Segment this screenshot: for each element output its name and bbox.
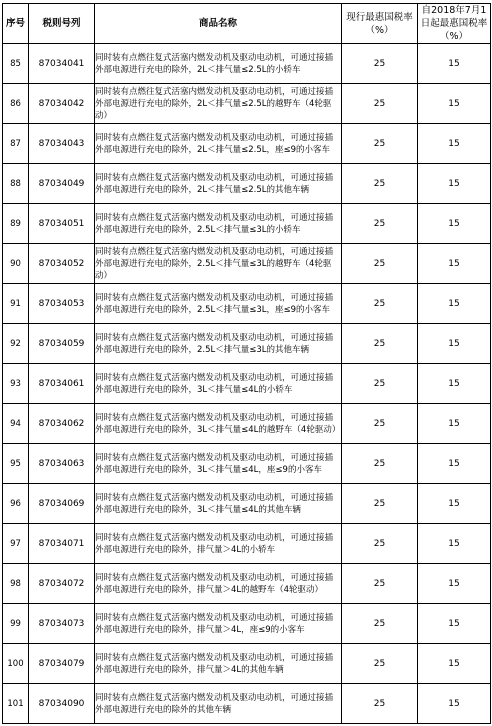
row-name: 同时装有点燃往复式活塞内燃发动机及驱动电动机，可通过接插外部电源进行充电的除外，排气量＞4L的小轿车: [95, 524, 342, 564]
row-code: 87034043: [29, 124, 95, 164]
row-new-rate: 15: [418, 684, 491, 724]
row-seq: 95: [3, 444, 29, 484]
row-current-rate: 25: [342, 404, 418, 444]
row-code: 87034053: [29, 284, 95, 324]
row-new-rate: 15: [418, 444, 491, 484]
row-name: 同时装有点燃往复式活塞内燃发动机及驱动电动机，可通过接插外部电源进行充电的除外，排气量＞4L的其他车辆: [95, 644, 342, 684]
row-current-rate: 25: [342, 564, 418, 604]
row-code: 87034072: [29, 564, 95, 604]
row-name: 同时装有点燃往复式活塞内燃发动机及驱动电动机，可通过接插外部电源进行充电的除外，2L＜排气量≤2.5L的小轿车: [95, 44, 342, 84]
row-code: 87034090: [29, 684, 95, 724]
row-new-rate: 15: [418, 484, 491, 524]
row-seq: 86: [3, 84, 29, 124]
row-new-rate: 15: [418, 44, 491, 84]
row-code: 87034049: [29, 164, 95, 204]
header-code: 税则号列: [29, 4, 95, 44]
table-row: [3, 444, 491, 484]
row-seq: 90: [3, 244, 29, 284]
table-row: [3, 244, 491, 284]
row-name: 同时装有点燃往复式活塞内燃发动机及驱动电动机，可通过接插外部电源进行充电的除外，排气量＞4L的越野车（4轮驱动）: [95, 564, 342, 604]
row-new-rate: 15: [418, 284, 491, 324]
row-name: 同时装有点燃往复式活塞内燃发动机及驱动电动机，可通过接插外部电源进行充电的除外，2L＜排气量≤2.5L的其他车辆: [95, 164, 342, 204]
table-row: [3, 44, 491, 84]
table-row: [3, 124, 491, 164]
row-current-rate: 25: [342, 324, 418, 364]
row-seq: 91: [3, 284, 29, 324]
row-name: 同时装有点燃往复式活塞内燃发动机及驱动电动机，可通过接插外部电源进行充电的除外，2.5L＜排气量≤3L的其他车辆: [95, 324, 342, 364]
row-new-rate: 15: [418, 364, 491, 404]
row-seq: 101: [3, 684, 29, 724]
row-name: 同时装有点燃往复式活塞内燃发动机及驱动电动机，可通过接插外部电源进行充电的除外，3L＜排气量≤4L的小轿车: [95, 364, 342, 404]
row-current-rate: 25: [342, 44, 418, 84]
table-row: [3, 644, 491, 684]
table-row: [3, 284, 491, 324]
row-name: 同时装有点燃往复式活塞内燃发动机及驱动电动机，可通过接插外部电源进行充电的除外，排气量＞4L，座≤9的小客车: [95, 604, 342, 644]
row-name: 同时装有点燃往复式活塞内燃发动机及驱动电动机，可通过接插外部电源进行充电的除外，2.5L＜排气量≤3L的小轿车: [95, 204, 342, 244]
row-code: 87034059: [29, 324, 95, 364]
row-current-rate: 25: [342, 524, 418, 564]
row-seq: 87: [3, 124, 29, 164]
row-new-rate: 15: [418, 84, 491, 124]
header-current-rate: 现行最惠国税率（%）: [342, 4, 418, 44]
row-code: 87034042: [29, 84, 95, 124]
row-seq: 98: [3, 564, 29, 604]
row-seq: 89: [3, 204, 29, 244]
table-row: [3, 564, 491, 604]
row-name: 同时装有点燃往复式活塞内燃发动机及驱动电动机，可通过接插外部电源进行充电的除外，2L＜排气量≤2.5L的越野车（4轮驱动）: [95, 84, 342, 124]
header-seq: 序号: [3, 4, 29, 44]
row-code: 87034069: [29, 484, 95, 524]
row-new-rate: 15: [418, 524, 491, 564]
row-seq: 92: [3, 324, 29, 364]
row-current-rate: 25: [342, 444, 418, 484]
table-row: [3, 684, 491, 724]
row-seq: 93: [3, 364, 29, 404]
row-new-rate: 15: [418, 644, 491, 684]
table-row: [3, 324, 491, 364]
row-code: 87034051: [29, 204, 95, 244]
table-row: [3, 484, 491, 524]
row-current-rate: 25: [342, 204, 418, 244]
table-row: [3, 524, 491, 564]
table-row: [3, 164, 491, 204]
row-code: 87034079: [29, 644, 95, 684]
row-seq: 100: [3, 644, 29, 684]
row-code: 87034073: [29, 604, 95, 644]
row-name: 同时装有点燃往复式活塞内燃发动机及驱动电动机，可通过接插外部电源进行充电的除外，2.5L＜排气量≤3L，座≤9的小客车: [95, 284, 342, 324]
row-new-rate: 15: [418, 124, 491, 164]
row-name: 同时装有点燃往复式活塞内燃发动机及驱动电动机，可通过接插外部电源进行充电的除外，3L＜排气量≤4L的其他车辆: [95, 484, 342, 524]
row-seq: 88: [3, 164, 29, 204]
row-new-rate: 15: [418, 164, 491, 204]
row-seq: 94: [3, 404, 29, 444]
row-current-rate: 25: [342, 244, 418, 284]
row-current-rate: 25: [342, 284, 418, 324]
row-seq: 97: [3, 524, 29, 564]
table-row: [3, 604, 491, 644]
row-code: 87034062: [29, 404, 95, 444]
row-code: 87034071: [29, 524, 95, 564]
row-current-rate: 25: [342, 364, 418, 404]
row-code: 87034061: [29, 364, 95, 404]
row-current-rate: 25: [342, 124, 418, 164]
row-code: 87034063: [29, 444, 95, 484]
row-current-rate: 25: [342, 604, 418, 644]
row-name: 同时装有点燃往复式活塞内燃发动机及驱动电动机，可通过接插外部电源进行充电的除外，3L＜排气量≤4L的越野车（4轮驱动）: [95, 404, 342, 444]
row-code: 87034052: [29, 244, 95, 284]
row-name: 同时装有点燃往复式活塞内燃发动机及驱动电动机，可通过接插外部电源进行充电的除外的其他车辆: [95, 684, 342, 724]
row-current-rate: 25: [342, 684, 418, 724]
row-current-rate: 25: [342, 84, 418, 124]
table-row: [3, 204, 491, 244]
row-new-rate: 15: [418, 244, 491, 284]
row-name: 同时装有点燃往复式活塞内燃发动机及驱动电动机，可通过接插外部电源进行充电的除外，3L＜排气量≤4L，座≤9的小客车: [95, 444, 342, 484]
header-row: [3, 4, 491, 44]
row-new-rate: 15: [418, 604, 491, 644]
row-seq: 85: [3, 44, 29, 84]
header-name: 商品名称: [95, 4, 342, 44]
row-name: 同时装有点燃往复式活塞内燃发动机及驱动电动机，可通过接插外部电源进行充电的除外，2.5L＜排气量≤3L的越野车（4轮驱动）: [95, 244, 342, 284]
table-row: [3, 404, 491, 444]
row-current-rate: 25: [342, 644, 418, 684]
row-name: 同时装有点燃往复式活塞内燃发动机及驱动电动机，可通过接插外部电源进行充电的除外，2L＜排气量≤2.5L，座≤9的小客车: [95, 124, 342, 164]
table-row: [3, 84, 491, 124]
row-new-rate: 15: [418, 404, 491, 444]
row-seq: 99: [3, 604, 29, 644]
row-new-rate: 15: [418, 204, 491, 244]
row-code: 87034041: [29, 44, 95, 84]
row-current-rate: 25: [342, 484, 418, 524]
row-new-rate: 15: [418, 564, 491, 604]
tariff-table: [2, 3, 491, 724]
row-new-rate: 15: [418, 324, 491, 364]
row-seq: 96: [3, 484, 29, 524]
row-current-rate: 25: [342, 164, 418, 204]
table-row: [3, 364, 491, 404]
header-new-rate: 自2018年7月1日起最惠国税率（%）: [418, 4, 491, 44]
